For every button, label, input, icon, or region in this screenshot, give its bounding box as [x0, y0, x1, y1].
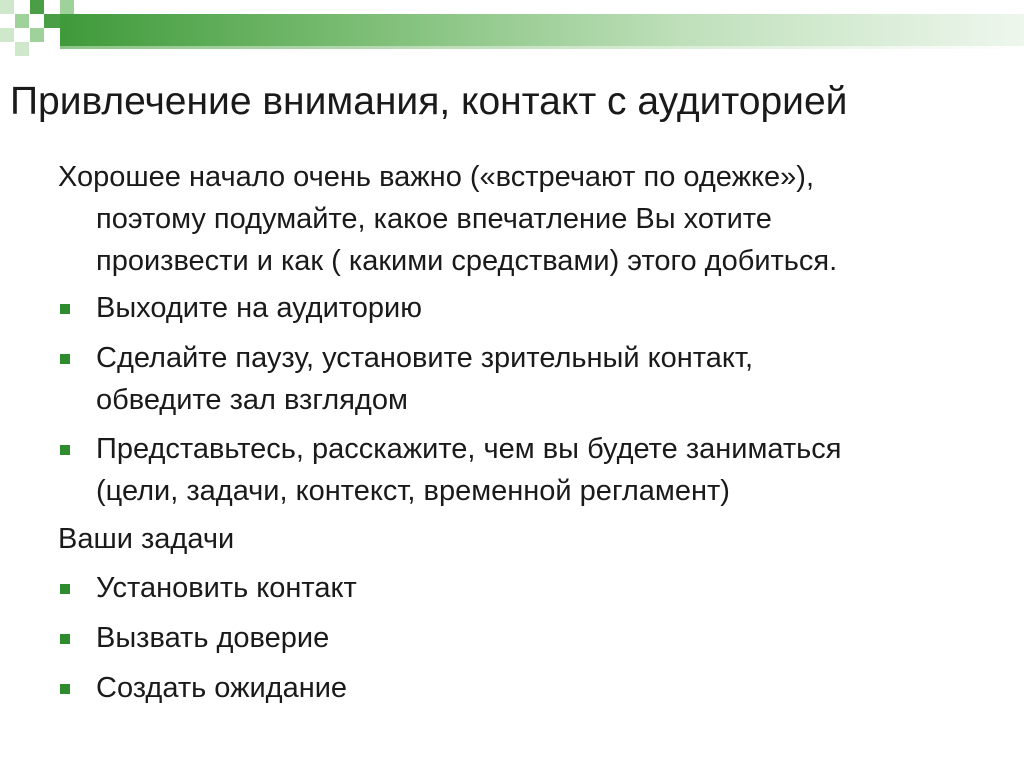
intro-line-3: произвести и как ( какими средствами) этого добиться.	[96, 245, 838, 277]
list-item-text: Сделайте паузу, установите зрительный контакт,	[96, 342, 754, 374]
section-heading-text: Ваши задачи	[58, 523, 235, 555]
header-decoration-bar	[60, 14, 1024, 46]
list-item-text: Представьтесь, расскажите, чем вы будете заниматься	[96, 433, 842, 465]
list-item	[96, 667, 347, 709]
green-square-bullet-icon	[60, 584, 70, 594]
list-item-text: (цели, задачи, контекст, временной регламент)	[96, 475, 730, 507]
list-item-text: Создать ожидание	[96, 672, 348, 704]
list-item	[96, 617, 329, 659]
intro-line-2: поэтому подумайте, какое впечатление Вы хотите	[96, 203, 772, 235]
green-square-bullet-icon	[60, 445, 70, 455]
intro-paragraph	[58, 156, 837, 282]
green-square-bullet-icon	[60, 634, 70, 644]
list-item	[96, 287, 422, 329]
green-square-bullet-icon	[60, 304, 70, 314]
slide-title: Привлечение внимания, контакт с аудиторией	[10, 80, 848, 123]
list-item-text: Установить контакт	[96, 572, 357, 604]
intro-line-1: Хорошее начало очень важно («встречают по одежке»),	[58, 161, 814, 193]
list-item-text: обведите зал взглядом	[96, 384, 408, 416]
header-decoration-edge	[60, 46, 1024, 49]
green-square-bullet-icon	[60, 354, 70, 364]
list-item	[96, 428, 841, 512]
green-square-bullet-icon	[60, 684, 70, 694]
section-heading	[58, 518, 234, 560]
list-item-text: Вызвать доверие	[96, 622, 330, 654]
list-item-text: Выходите на аудиторию	[96, 292, 422, 324]
list-item	[96, 337, 753, 421]
list-item	[96, 567, 357, 609]
